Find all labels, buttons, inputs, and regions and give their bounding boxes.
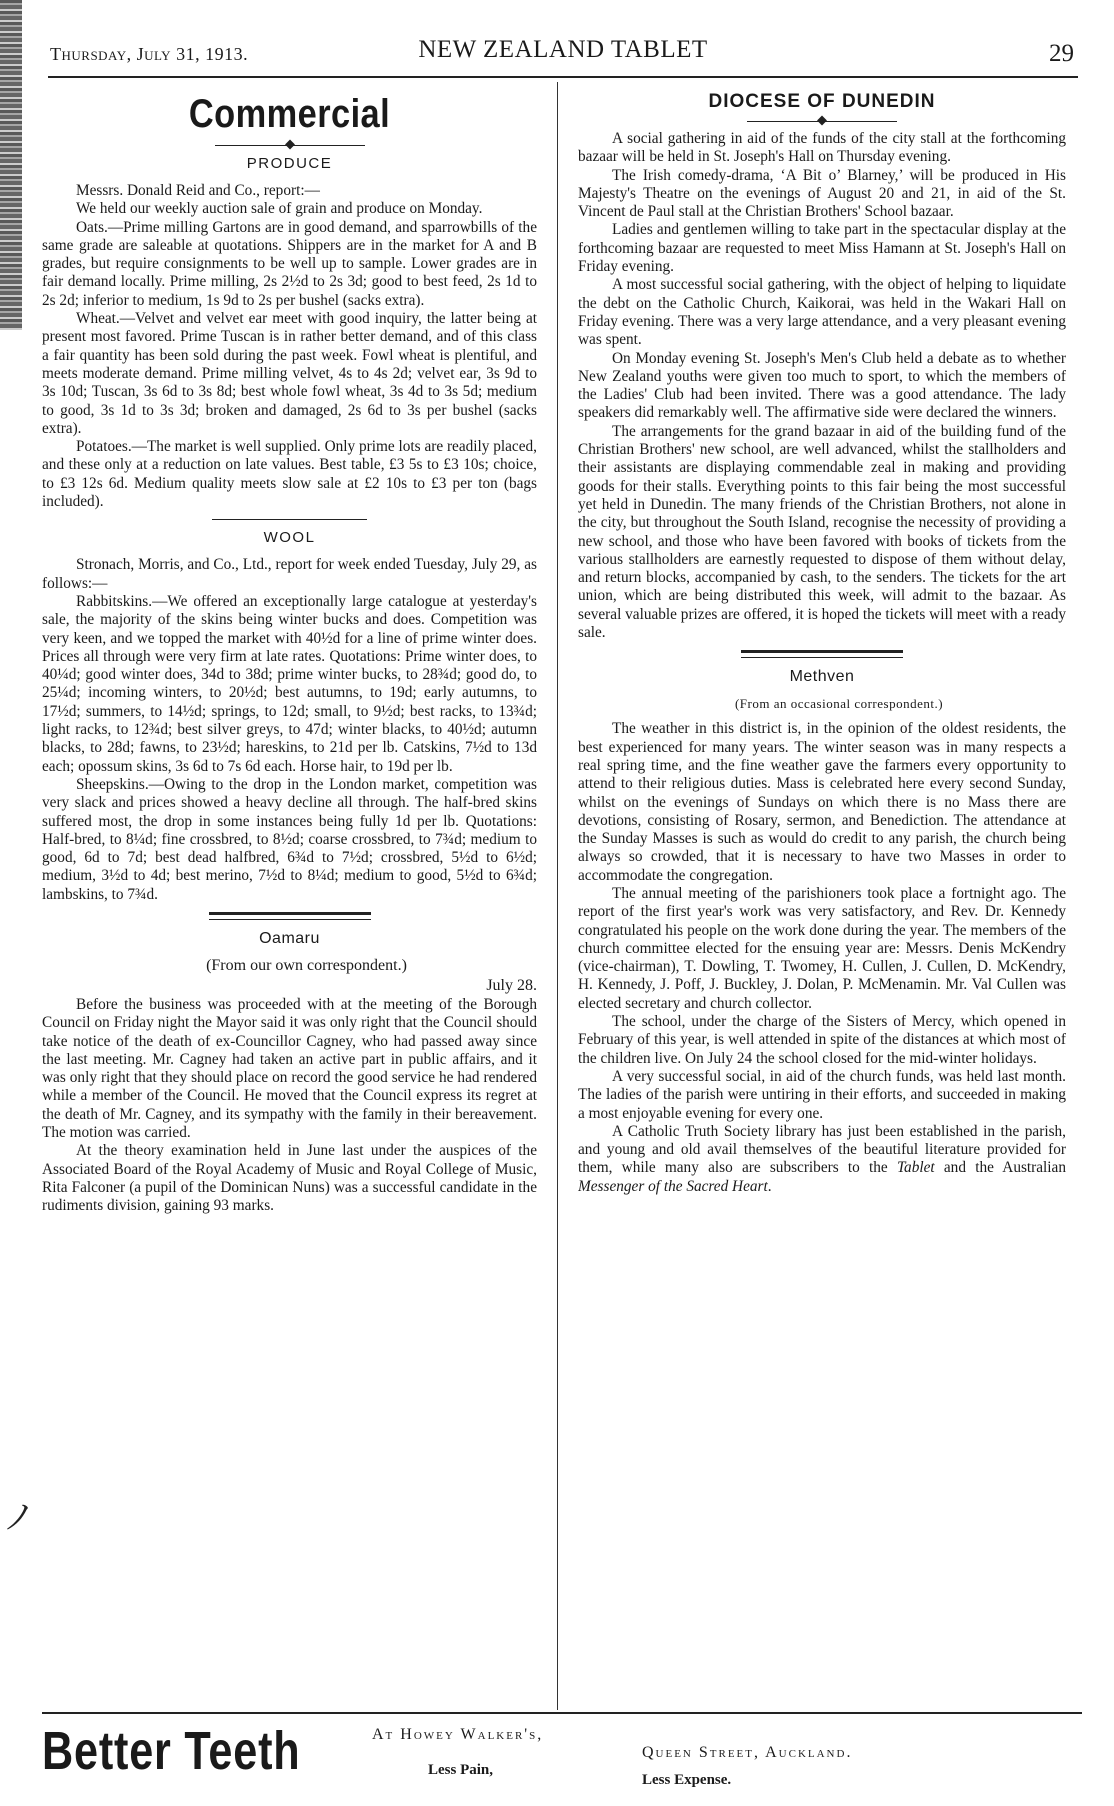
- diocese-paragraph: A social gathering in aid of the funds of the city stall at the forthcoming bazaar will be held in St. Joseph's Hall on Thursday evening.: [578, 130, 1066, 166]
- methven-paragraph: A very successful social, in aid of the church funds, was held last month. The ladies of the parish were untiring in their efforts, and succeeded in making a most enjoyable evening for every one.: [578, 1067, 1066, 1122]
- section-rule: [212, 519, 367, 520]
- messenger-title: Messenger of the Sacred Heart: [578, 1177, 768, 1195]
- header-title: NEW ZEALAND TABLET: [418, 36, 708, 63]
- produce-heading: PRODUCE: [246, 155, 333, 172]
- methven-correspondent: (From an occasional correspondent.): [734, 696, 944, 712]
- margin-mark: ノ: [2, 1500, 36, 1537]
- wool-paragraph: Sheepskins.—Owing to the drop in the London market, competition was very slack and prices showed a heavy decline all through. The half-bred skins suffered most, the drop in some instances being fully 1d per lb. Quotations: Half-bred, to 8¼d; fine crossbred, to 8½d; coarse crossbred, to 7¾d; medium to good, 6d to 7d; best dead halfbred, 6¾d to 7½d; crossbred, 5½d to 6½d; medium, 3½d to 4d; best merino, 7½d to 8¼d; medium to good, 5½d to 6¾d; lambskins, to 7¾d.: [42, 775, 537, 903]
- diocese-paragraph: On Monday evening St. Joseph's Men's Club held a debate as to whether New Zealand youths were given too much to sport, to which the members of the Ladies' Club had been invited. There was a good attendance. The lady speakers did remarkably well. The affirmative side were declared the winners.: [578, 349, 1066, 422]
- methven-heading: Methven: [789, 668, 855, 686]
- column-divider: [557, 82, 558, 1710]
- diocese-ornament: [747, 117, 897, 126]
- produce-paragraph: Messrs. Donald Reid and Co., report:—: [76, 182, 320, 199]
- diocese-paragraph: Ladies and gentlemen willing to take part in the spectacular display at the forthcoming bazaar are requested to meet Miss Hamann at St. Joseph's Hall on Friday evening.: [578, 221, 1066, 276]
- oamaru-date: July 28.: [486, 976, 537, 994]
- advertisement-banner: [42, 1712, 1082, 1804]
- produce-paragraph: We held our weekly auction sale of grain and produce on Monday.: [76, 200, 483, 218]
- connector-text: and the Australian: [934, 1159, 1066, 1177]
- commercial-title: Commercial: [188, 92, 391, 136]
- section-double-rule: [209, 912, 371, 920]
- oamaru-correspondent: (From our own correspondent.): [206, 956, 407, 974]
- diocese-paragraph: A most successful social gathering, with the object of helping to liquidate the debt on the Catholic Church, Kaikorai, was held in the Wakari Hall on Friday evening. There was a very large attendance, and a very pleasant evening was spent.: [578, 276, 1066, 349]
- page-number: 29: [1049, 40, 1074, 67]
- methven-last-text: A Catholic Truth Society library has just been established in the parish, and young and old avail themselves of the beautiful literature provided for them, while many also are subscribers to the: [578, 1122, 1066, 1177]
- oamaru-paragraph: At the theory examination held in June last under the auspices of the Associated Board of the Royal Academy of Music and Royal College of Music, Rita Falconer (a pupil of the Dominican Nuns) was a successful candidate in the rudiments division, gaining 93 marks.: [42, 1142, 537, 1215]
- oamaru-heading: Oamaru: [259, 929, 320, 947]
- left-column: [42, 88, 537, 1706]
- end-period: .: [767, 1177, 772, 1195]
- methven-paragraph: The annual meeting of the parishioners took place a fortnight ago. The report of the first year's work was very satisfactory, and Rev. Dr. Kennedy congratulated his people on the work done during the year. The members of the church committee elected for the ensuing year are: Messrs. Denis McKendry (vice-chairman), T. Dowling, T. Twomey, H. Cullen, J. Cullen, D. McKendry, H. Kennedy, J. Poff, J. Buckley, J. Dolan, P. McMenamin. Mr. Val Cullen was elected secretary and church collector.: [578, 884, 1066, 1012]
- ad-line-address: Queen Street, Auckland.: [642, 1744, 853, 1761]
- wool-paragraph: Rabbitskins.—We offered an exceptionally large catalogue at yesterday's sale, the majority of the skins being winter bucks and does. Competition was very keen, and we topped the market with 40½d for a line of prime winter does. Prices all through were very firm at late rates. Quotations: Prime winter does, to 40¼d; good winter does, 34d to 38d; prime winter bucks, to 28¾d; good do, to 25¼d; incoming winters, to 20½d; best autumns, to 19d; early autumns, to 17½d; summers, to 14½d; springs, to 12d; small, to 9½d; best racks, to 13¾d; light racks, to 12¾d; best silver greys, to 47d; winter blacks, to 40½d; autumn blacks, to 28d; fawns, to 23½d; hareskins, to 21d per lb. Catskins, 7½d to 13d each; opossum skins, 3s 6d to 7s 6d each. Horse hair, to 19d per lb.: [42, 592, 537, 775]
- produce-paragraph: Wheat.—Velvet and velvet ear meet with good inquiry, the latter being at present most favored. Prime Tuscan is in rather better demand, and of this class a fair quantity has been sold during the past week. Fowl wheat is plentiful, and meets moderate demand. Prime milling velvet, 4s to 4s 2d; velvet ear, 3s 9d to 3s 10d; Tuscan, 3s 6d to 3s 8d; best whole fowl wheat, 3s 4d to 3s 5d; medium to good, 3s 1d to 3s 3d; broken and damaged, 2s 6d to 3s per bushel (sacks extra).: [42, 310, 537, 437]
- page-header: [48, 36, 1078, 78]
- ad-brand: Better Teeth: [42, 1721, 301, 1781]
- produce-paragraph: Oats.—Prime milling Gartons are in good demand, and sparrowbills of the same grade are saleable at quotations. Shippers are in the market for A and B grades, but require consignments to be well up to sample. Lower grades are in fair demand locally. Prime milling, 2s 2½d to 2s 3d; good to best feed, 2s 1d to 2s 2d; inferior to medium, 1s 9d to 2s per bushel (sacks extra).: [42, 218, 537, 309]
- tablet-title: Tablet: [896, 1159, 935, 1177]
- methven-paragraph-last: [578, 1123, 1066, 1196]
- header-date: Thursday, July 31, 1913.: [50, 44, 249, 64]
- diocese-paragraph: The arrangements for the grand bazaar in aid of the building fund of the Christian Brothers' new school, are well advanced, whilst the stallholders and their assistants are displaying commendable zeal in making and providing goods for their stalls. Everything points to this fair being the most successful yet held in Dunedin. The many friends of the Christian Brothers, not alone in the city, but throughout the South Island, recognise the necessity of providing a new school, and those who have been favored with books of tickets from the various stallholders are earnestly requested to dispose of them without delay, and return blocks, accompanied by cash, to the senders. The tickets for the art union, which are being distributed this week, will admit to the bazaar. As several valuable prizes are offered, it is hoped the tickets will meet with a ready sale.: [578, 422, 1066, 642]
- wool-paragraph: Stronach, Morris, and Co., Ltd., report for week ended Tuesday, July 29, as follows:—: [42, 556, 537, 592]
- ad-line-less-expense: Less Expense.: [642, 1772, 732, 1788]
- wool-heading: WOOL: [263, 529, 316, 547]
- methven-paragraph: The weather in this district is, in the opinion of the oldest residents, the best experienced for many years. The winter season was in many respects a real spring time, and the fine weather gave the farmers every opportunity to attend to their religious duties. Mass is celebrated here every second Sunday, whilst on the evenings of Sundays on which there is no Mass there are devotions, consisting of Rosary, sermon, and Benediction. The attendance at the Sunday Masses is such as would do credit to any parish, the church being always so crowded, that it is necessary to have two Masses in order to accommodate the congregation.: [578, 720, 1066, 884]
- section-double-rule: [741, 650, 903, 658]
- oamaru-paragraph: Before the business was proceeded with at the meeting of the Borough Council on Friday night the Mayor said it was only right that the Council should take notice of the death of ex-Councillor Cagney, who had passed away since the last meeting. Mr. Cagney had taken an active part in public affairs, and it was only right that they should place on record the good service he had rendered while a member of the Council. He moved that the Council express its regret at the death of Mr. Cagney, and its sympathy with the family in their bereavement. The motion was carried.: [42, 995, 537, 1142]
- produce-paragraph: Potatoes.—The market is well supplied. Only prime lots are readily placed, and these only at a reduction on late values. Best table, £3 5s to £3 10s; choice, to £3 12s 6d. Medium quality meets slow sale at £2 10s to £3 per ton (bags included).: [42, 438, 537, 511]
- diocese-title: DIOCESE OF DUNEDIN: [708, 91, 936, 112]
- right-column: [578, 88, 1066, 1706]
- ad-line-less-pain: Less Pain,: [428, 1762, 494, 1778]
- ad-line-walker: At Howey Walker's,: [372, 1726, 544, 1743]
- scan-edge-shadow: [0, 0, 22, 330]
- diocese-paragraph: The Irish comedy-drama, ‘A Bit o’ Blarney,’ will be produced in His Majesty's Theatre on the evenings of August 20 and 21, in aid of the St. Vincent de Paul stall at the Christian Brothers' School bazaar.: [578, 166, 1066, 221]
- methven-paragraph: The school, under the charge of the Sisters of Mercy, which opened in February of this year, is well attended in spite of the distances at which most of the children live. On July 24 the school closed for the mid-winter holidays.: [578, 1013, 1066, 1067]
- title-ornament: [215, 141, 365, 150]
